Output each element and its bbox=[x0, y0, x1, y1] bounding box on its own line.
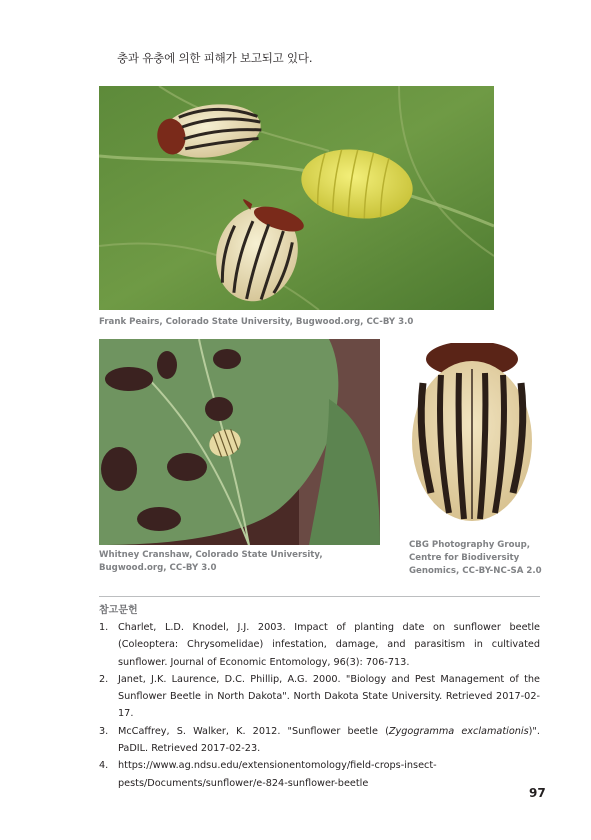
reference-item bbox=[99, 671, 540, 723]
intro-text: 충과 유충에 의한 피해가 보고되고 있다. bbox=[117, 51, 313, 65]
beetle-larva-photo bbox=[99, 86, 494, 310]
section-divider bbox=[99, 596, 540, 597]
photo-credit-2 bbox=[99, 549, 339, 575]
references-heading: 참고문헌 bbox=[99, 605, 138, 616]
reference-number: 2. bbox=[99, 673, 109, 685]
photo-credit-3-line: CBG Photography Group, bbox=[409, 540, 531, 550]
photo-credit-1: Frank Peairs, Colorado State University, Bugwood.org, CC-BY 3.0 bbox=[99, 317, 414, 327]
photo-credit-3-line: Centre for Biodiversity bbox=[409, 553, 520, 563]
photo-credit-2-line: Bugwood.org, CC-BY 3.0 bbox=[99, 563, 217, 573]
reference-number: 3. bbox=[99, 725, 109, 737]
reference-text: Charlet, L.D. Knodel, J.J. 2003. Impact of planting date on sunflower beetle (Coleoptera: Chrysomelidae) infestation, damage, and parasitism in cultivated sunflower. Journal of Economic Entomology, 96(3): 706-713. bbox=[118, 622, 540, 668]
reference-item bbox=[99, 723, 540, 758]
reference-number: 1. bbox=[99, 622, 109, 633]
damaged-leaf-photo bbox=[99, 339, 380, 545]
photo-credit-3-line: Genomics, CC-BY-NC-SA 2.0 bbox=[409, 566, 542, 576]
reference-item bbox=[99, 757, 540, 792]
reference-text-end: )". PaDIL. Retrieved 2017-02-23. bbox=[118, 725, 540, 755]
adult-beetle-photo bbox=[409, 343, 535, 527]
reference-number: 4. bbox=[99, 760, 109, 772]
reference-item bbox=[99, 619, 540, 671]
references-list bbox=[99, 619, 540, 792]
species-name: Zygogramma exclamationis bbox=[388, 725, 529, 737]
photo-credit-2-line: Whitney Cranshaw, Colorado State University, bbox=[99, 550, 323, 560]
page-number: 97 bbox=[529, 786, 546, 800]
reference-url: https://www.ag.ndsu.edu/extensionentomology/field-crops-insect-pests/Documents/sunflower/e-824-sunflower-beetle bbox=[118, 760, 437, 789]
reference-text-start: McCaffrey, S. Walker, K. 2012. "Sunflower beetle ( bbox=[118, 725, 389, 737]
reference-text: Janet, J.K. Laurence, D.C. Phillip, A.G. 2000. "Biology and Pest Management of the Sunflower Beetle in North Dakota". North Dakota State University. Retrieved 2017-02-17. bbox=[118, 673, 540, 720]
photo-credit-3 bbox=[409, 539, 549, 578]
